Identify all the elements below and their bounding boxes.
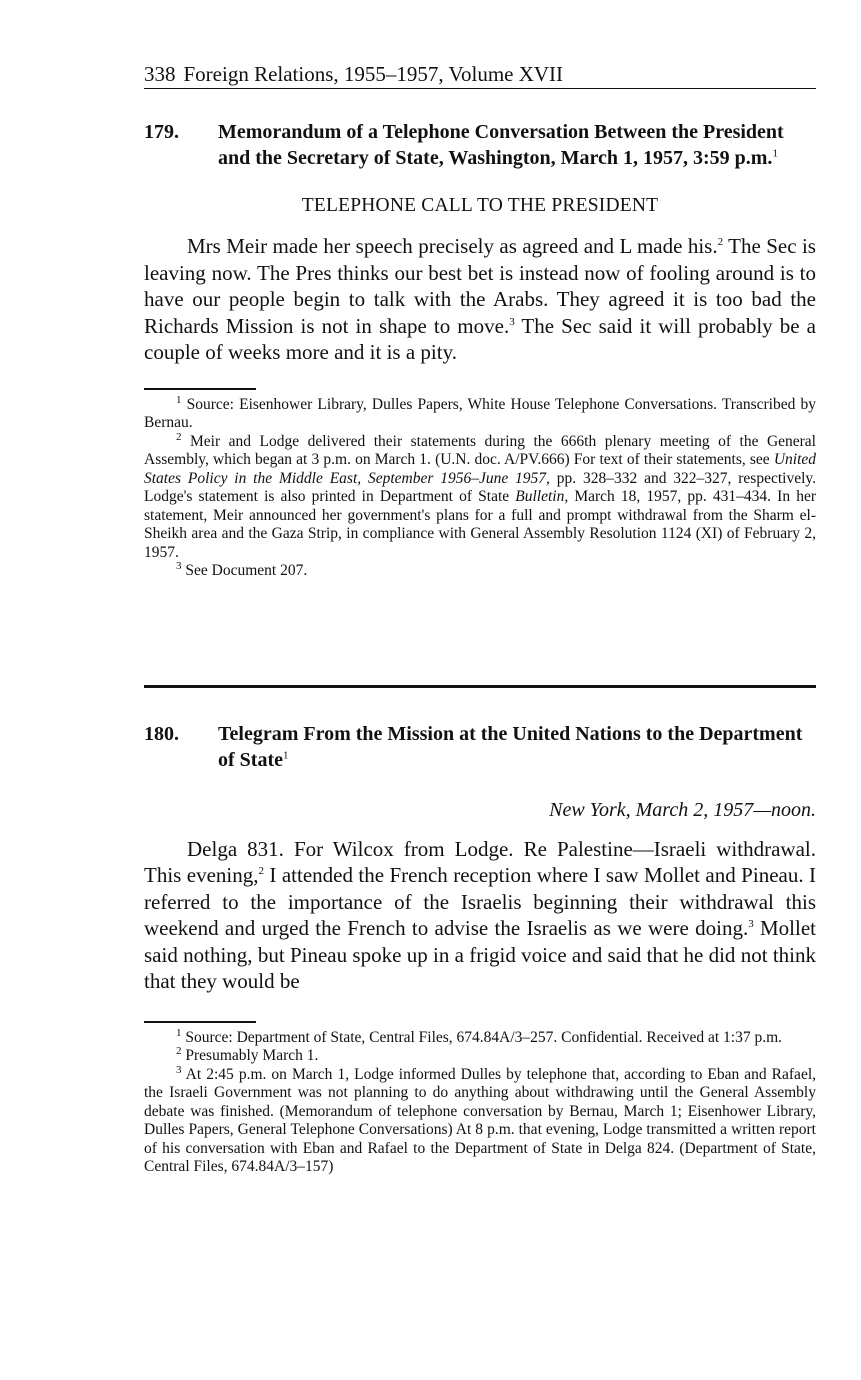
footnote-marker: 1 xyxy=(176,393,182,406)
footnote-text: Meir and Lodge delivered their statements during the 666th plenary meeting of the General Assembly, which began at 3 p.m. on March 1. (U.N. doc. A/PV.666) For text of their statements, see xyxy=(144,432,816,468)
doc-180-text-b: I attended the French reception where I saw Mollet and Pineau. I referred to the importance of the Israelis beginning their withdrawal this weekend and urged the French to advise the Israelis as we were doing. xyxy=(144,863,817,940)
footnote-text: March 18, 1957, pp. 431–434. In her statement, Meir announced her government's plans for a full and prompt withdrawal from the Sharm el-Sheikh area and the Gaza Strip, in compliance with General Assembly Resolution 1124 (XI) of February 2, 1957. xyxy=(144,488,817,561)
footnote-text: At 2:45 p.m. on March 1, Lodge informed Dulles by telephone that, according to Eban and Rafael, the Israeli Government was not planning to do anything about withdrawing until the General Assembly debate was finished. (Memorandum of telephone conversation by Bernau, March 1; Eisenhower Library, Dulles Papers, General Telephone Conversations) At 8 p.m. that evening, Lodge transmitted a written report of his conversation with Eban and Rafael to the Department of State in Delga 824. (Department of State, Central Files, 674.84A/3–157) xyxy=(144,1065,816,1175)
footnote-marker: 2 xyxy=(176,1044,182,1057)
footnote-marker: 3 xyxy=(176,1063,182,1076)
footnote-citation-title: Bulletin, xyxy=(515,488,569,505)
doc-180-footnote-1 xyxy=(144,1026,816,1048)
doc-180-dateline: New York, March 2, 1957—noon. xyxy=(549,798,816,821)
doc-179-footnote-2 xyxy=(144,430,817,563)
doc-179-text-c: The Sec said it will probably be a couple of weeks more and it is a pity. xyxy=(144,313,816,364)
doc-180-text-c: Mollet said nothing, but Pineau spoke up in a frigid voice and said that he did not think that they would be xyxy=(144,916,817,993)
doc-180-number: 180. xyxy=(144,722,179,745)
doc-179-title-text: Memorandum of a Telephone Conversation Between the President and the Secretary of State, Washington, March 1, 1957, 3:59 p.m. xyxy=(218,121,784,169)
footnote-divider xyxy=(144,1021,256,1023)
footnote-text: Source: Eisenhower Library, Dulles Papers, White House Telephone Conversations. Transcribed by Bernau. xyxy=(144,395,816,431)
doc-179-text-b: The Sec is leaving now. The Pres thinks our best bet is instead now of fooling around is to have our people begin to talk with the Arabs. They agreed it is too bad the Richards Mission is not in shape to move. xyxy=(144,234,816,338)
doc-179-paragraph xyxy=(144,233,816,366)
doc-179-footnote-3 xyxy=(144,559,816,581)
footnote-marker: 2 xyxy=(176,430,182,443)
document-page xyxy=(144,60,816,1177)
volume-title: Foreign Relations, 1955–1957, Volume XVII xyxy=(183,62,564,86)
running-head xyxy=(144,60,816,89)
doc-179-number: 179. xyxy=(144,121,179,143)
doc-179-title xyxy=(218,119,816,171)
section-divider xyxy=(144,685,816,688)
footnote-citation-title: United States Policy in the Middle East, September 1956–June 1957, xyxy=(144,451,816,487)
footnote-marker: 1 xyxy=(176,1026,182,1039)
doc-179-title-footnote-ref: 1 xyxy=(772,147,778,160)
footnote-text: Presumably March 1. xyxy=(181,1047,319,1064)
doc-180-footnote-ref-3: 3 xyxy=(748,918,754,930)
doc-179-caption: TELEPHONE CALL TO THE PRESIDENT xyxy=(301,195,659,216)
doc-179-text-a: Mrs Meir made her speech precisely as agreed and L made his. xyxy=(187,234,718,258)
footnote-text: Source: Department of State, Central Files, 674.84A/3–257. Confidential. Received at 1:37 p.m. xyxy=(181,1028,783,1046)
page-number: 338 xyxy=(144,62,176,86)
doc-179-footnote-ref-3: 3 xyxy=(509,315,515,328)
footnote-marker: 3 xyxy=(176,559,182,572)
doc-180-title xyxy=(218,721,816,773)
doc-180-footnote-ref-2: 2 xyxy=(258,865,264,877)
doc-179-footnote-1 xyxy=(144,393,816,433)
doc-180-paragraph xyxy=(144,836,816,995)
doc-179-footnote-ref-2: 2 xyxy=(717,236,724,248)
doc-179-heading xyxy=(144,119,816,171)
footnote-divider xyxy=(144,388,256,390)
doc-180-footnote-3 xyxy=(144,1063,816,1177)
doc-180-title-footnote-ref: 1 xyxy=(282,748,289,761)
footnote-text: pp. 328–332 and 322–327, respectively. Lodge's statement is also printed in Department of State xyxy=(144,469,816,505)
doc-180-text-a: Delga 831. For Wilcox from Lodge. Re Palestine—Israeli withdrawal. This evening, xyxy=(144,836,816,887)
doc-180-footnote-2 xyxy=(144,1044,816,1066)
footnote-text: See Document 207. xyxy=(181,562,308,579)
doc-180-title-text: Telegram From the Mission at the United Nations to the Department of State xyxy=(218,722,803,771)
doc-180-heading xyxy=(144,721,816,773)
